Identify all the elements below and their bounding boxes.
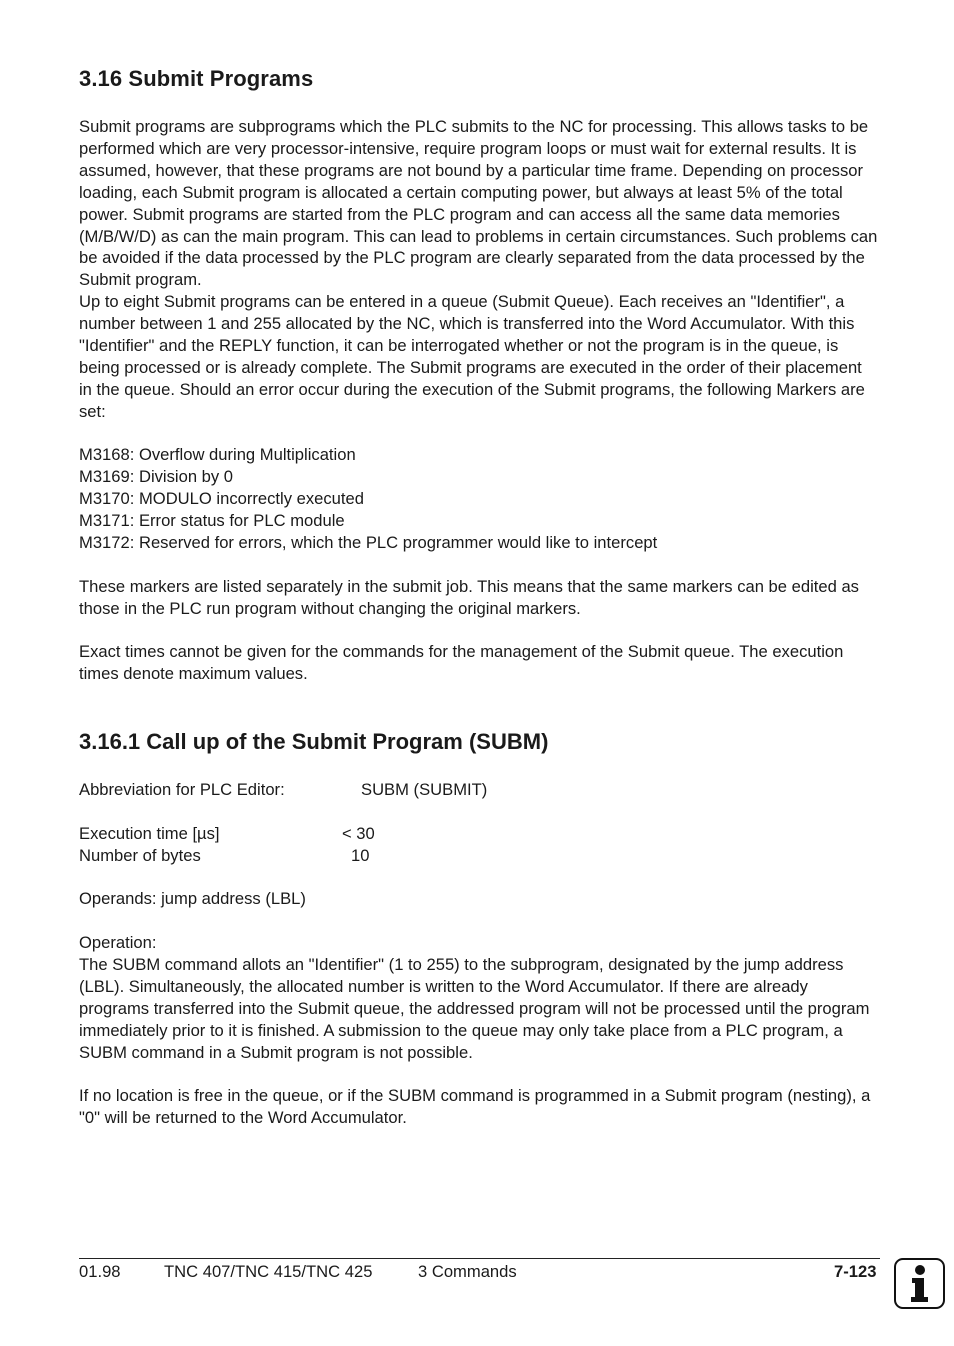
exec-value: < 30 (342, 824, 375, 843)
marker-item: M3171: Error status for PLC module (79, 510, 345, 530)
exec-label: Execution time [µs] (79, 824, 220, 843)
marker-item: M3172: Reserved for errors, which the PLC programmer would like to intercept (79, 532, 658, 552)
marker-list (79, 444, 879, 554)
footer-page-number: 7-123 (834, 1262, 877, 1281)
paragraph: Up to eight Submit programs can be entered in a queue (Submit Queue). Each receives an "Identifier", a number between 1 and 255 allocated by the NC, which is transferred into the Word Accumulator. With this "Identifier" and the REPLY function, it can be interrogated whether or not the program is in the queue, is being processed or is already complete. The Submit programs are executed in the order of their placement in the queue. Should an error occur during the execution of the Submit programs, the following Markers are set: (79, 292, 865, 421)
markers-note (79, 576, 879, 620)
footer-rule (79, 1258, 880, 1259)
bytes-value: 10 (351, 845, 370, 865)
marker-item: M3168: Overflow during Multiplication (79, 445, 356, 464)
no-location-note (79, 1085, 879, 1129)
paragraph: Operands: jump address (LBL) (79, 889, 306, 908)
marker-item: M3170: MODULO incorrectly executed (79, 488, 364, 508)
intro-block (79, 116, 879, 423)
operands (79, 888, 879, 910)
marker-item: M3169: Division by 0 (79, 466, 234, 486)
info-icon (894, 1258, 945, 1309)
paragraph: These markers are listed separately in the submit job. This means that the same markers can be edited as those in the PLC run program without changing the original markers. (79, 577, 859, 618)
paragraph: If no location is free in the queue, or if the SUBM command is programmed in a Submit program (nesting), a "0" will be returned to the Word Accumulator. (79, 1086, 871, 1127)
paragraph: The SUBM command allots an "Identifier" (1 to 255) to the subprogram, designated by the jump address (LBL). Simultaneously, the allocated number is written to the Word Accumulator. If there are already programs transferred into the Submit queue, the addressed program will not be processed until the program immediately prior to it is finished. A submission to the queue may only take place from a PLC program, a SUBM command in a Submit program is not possible. (79, 954, 870, 1062)
times-note (79, 641, 879, 685)
subsection-title: 3.16.1 Call up of the Submit Program (SUBM) (79, 729, 549, 754)
paragraph: Submit programs are subprograms which the PLC submits to the NC for processing. This allows tasks to be performed which are very processor-intensive, require program loops or must wait for external results. It is assumed, however, that these programs are not bound by a particular time frame. Depending on processor loading, each Submit program is allocated a certain computing power, but always at least 5% of the total power. Submit programs are started from the PLC program and can access all the same data memories (M/B/W/D) as can the main program. This can lead to problems in certain circumstances. Such problems can be avoided if the data processed by the PLC program are clearly separated from the data processed by the Submit program. (79, 117, 878, 290)
abbrev-label: Abbreviation for PLC Editor: (79, 780, 285, 799)
footer-models: TNC 407/TNC 415/TNC 425 (164, 1262, 373, 1281)
paragraph: Exact times cannot be given for the commands for the management of the Submit queue. The execution times denote maximum values. (79, 642, 844, 683)
bytes-label: Number of bytes (79, 845, 201, 865)
timing-table (79, 823, 879, 867)
operation-block (79, 932, 879, 1063)
footer-chapter: 3 Commands (418, 1262, 517, 1281)
section-title: 3.16 Submit Programs (79, 66, 314, 91)
operation-label: Operation: (79, 933, 157, 952)
abbrev-value: SUBM (SUBMIT) (361, 780, 488, 799)
abbreviation-row (79, 779, 879, 801)
footer-date: 01.98 (79, 1262, 121, 1281)
